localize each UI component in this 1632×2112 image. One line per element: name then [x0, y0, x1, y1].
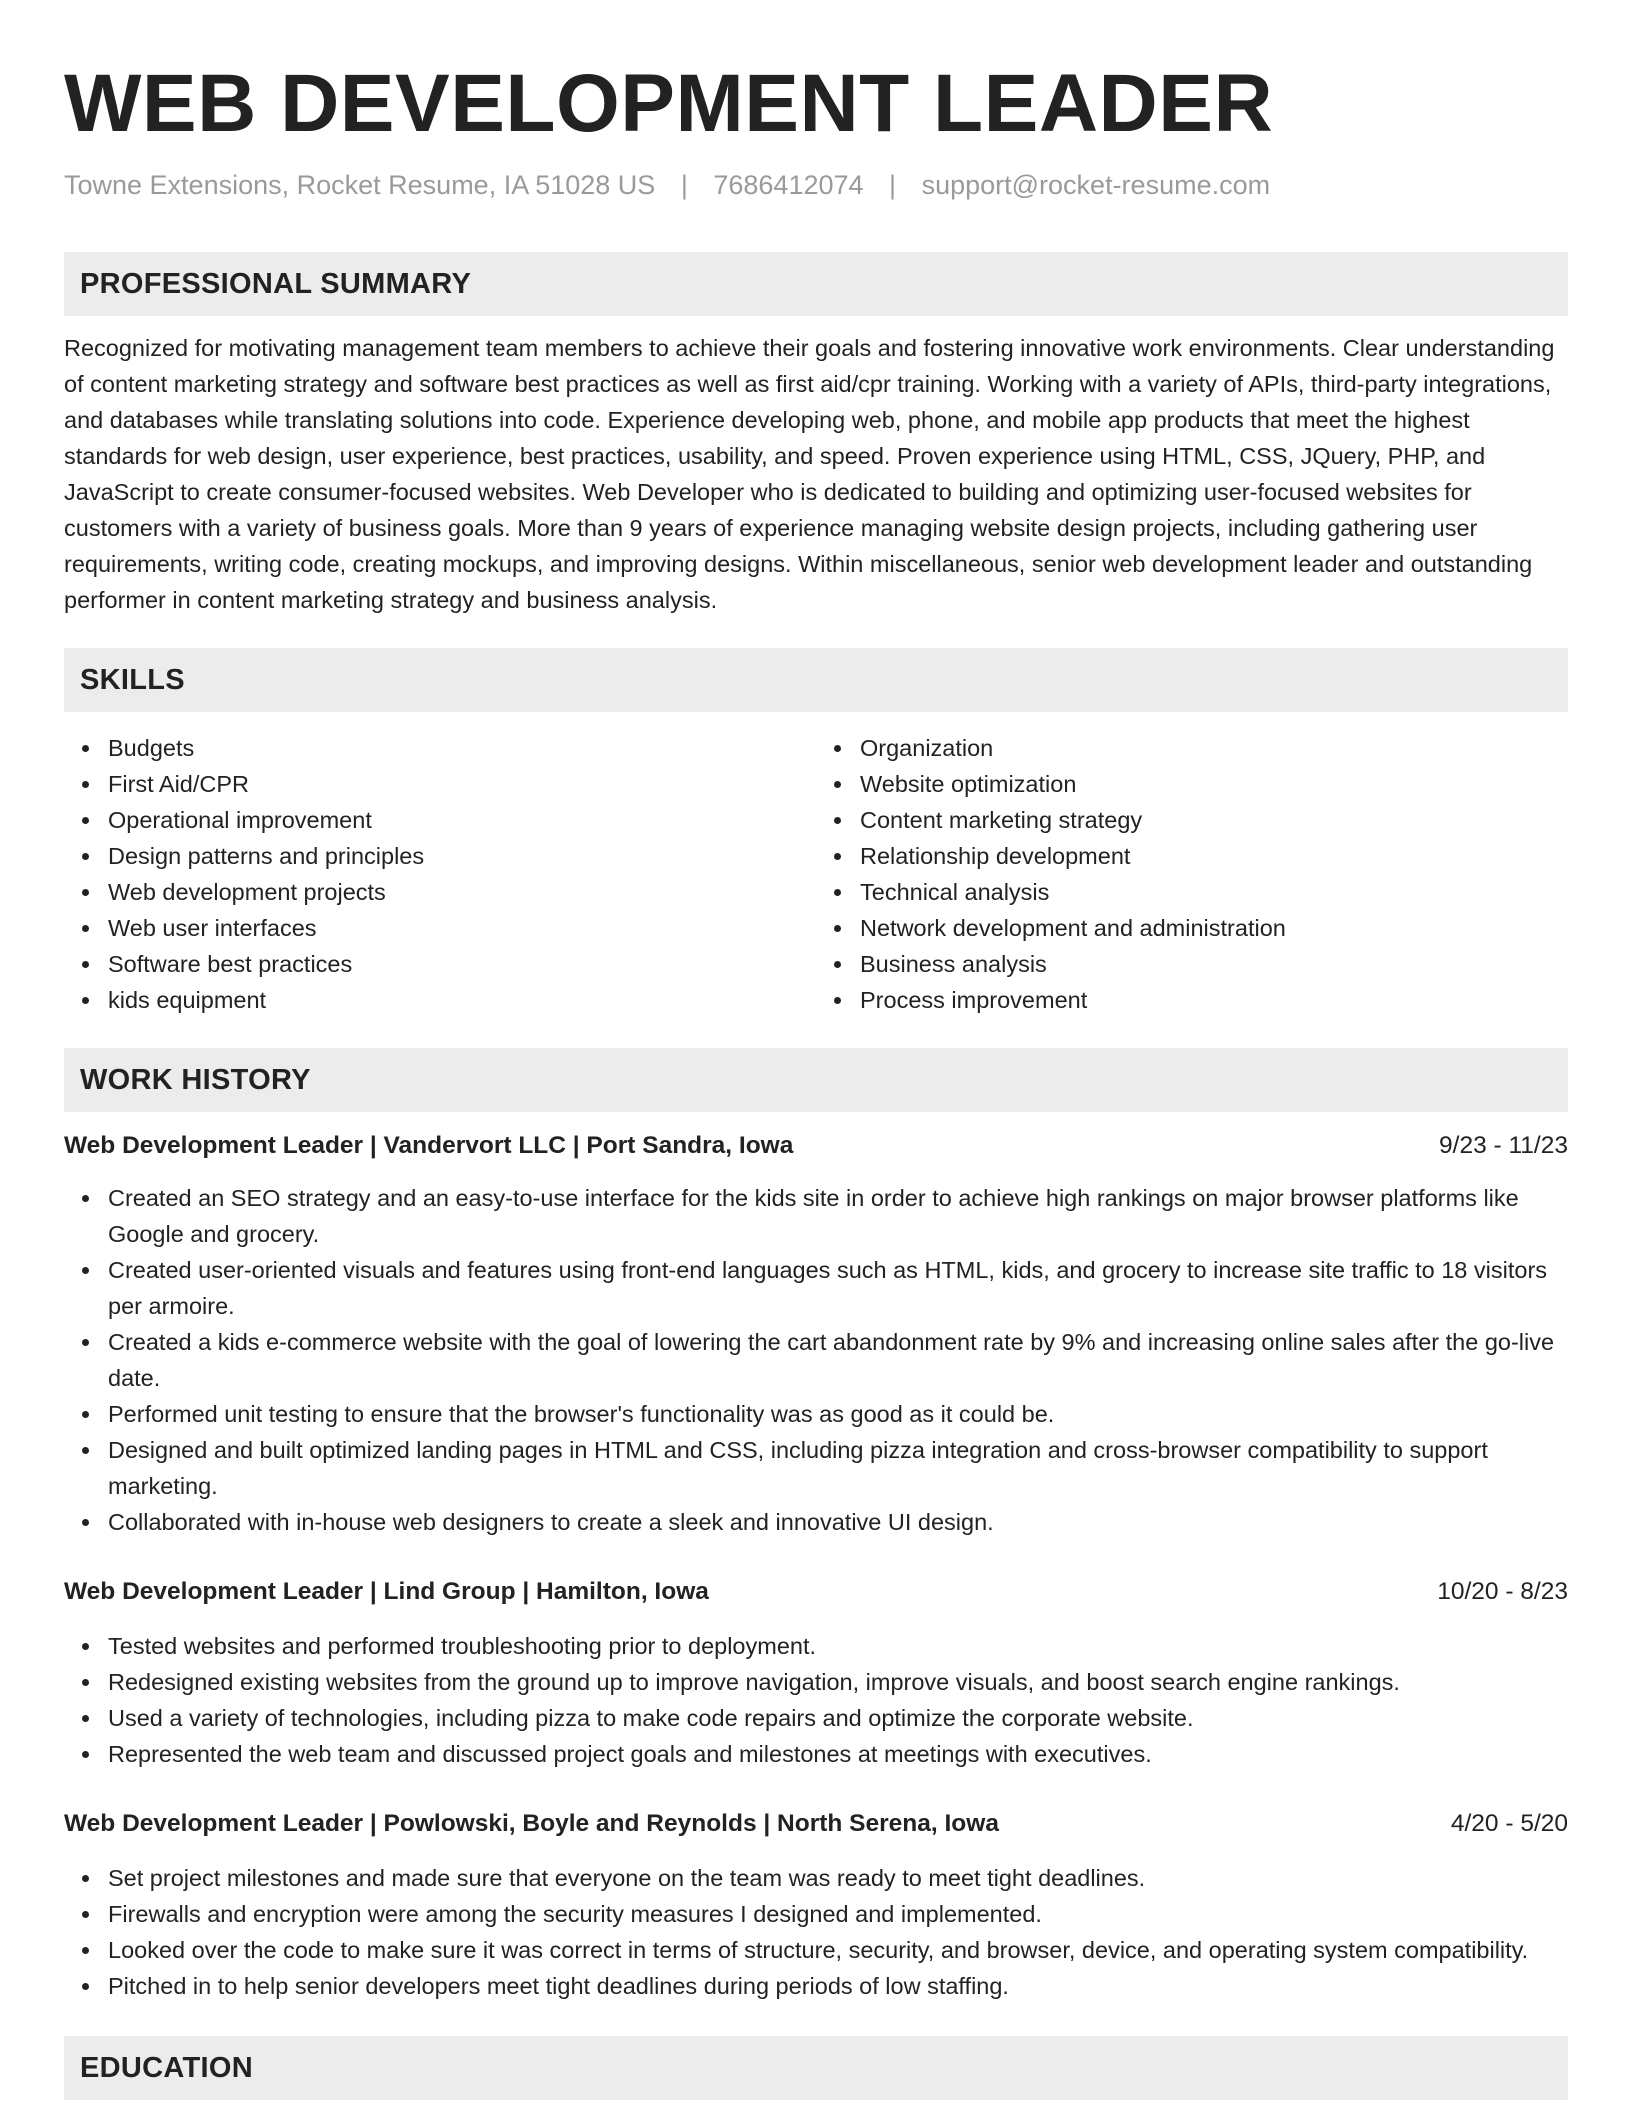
candidate-name: WEB DEVELOPMENT LEADER	[64, 58, 1274, 149]
skill-item: First Aid/CPR	[108, 766, 816, 802]
contact-email: support@rocket-resume.com	[921, 170, 1271, 200]
skill-item: Organization	[860, 730, 1568, 766]
skill-item: Relationship development	[860, 838, 1568, 874]
skill-item: Design patterns and principles	[108, 838, 816, 874]
summary-paragraph: Recognized for motivating management team members to achieve their goals and fostering innovative work environments. Clear understanding of content marketing strategy and software best practices as well as first aid/cpr training. Working with a variety of APIs, third-party integrations, and databases while translating solutions into code. Experience developing web, phone, and mobile app products that meet the highest standards for web design, user experience, best practices, usability, and speed. Proven experience using HTML, CSS, JQuery, PHP, and JavaScript to create consumer-focused websites. Web Developer who is dedicated to building and optimizing user-focused websites for customers with a variety of business goals. More than 9 years of experience managing website design projects, including gathering user requirements, writing code, creating mockups, and improving designs. Within miscellaneous, senior web development leader and outstanding performer in content marketing strategy and business analysis.	[64, 335, 1555, 613]
section-heading-education: EDUCATION	[64, 2036, 1568, 2100]
job-bullet: Used a variety of technologies, including pizza to make code repairs and optimize the corporate website.	[108, 1700, 1568, 1736]
job-bullet: Looked over the code to make sure it was correct in terms of structure, security, and browser, device, and operating system compatibility.	[108, 1932, 1568, 1968]
job-bullets	[64, 1628, 1568, 1772]
job-bullet: Created a kids e-commerce website with the goal of lowering the cart abandonment rate by 9% and increasing online sales after the go-live date.	[108, 1324, 1568, 1396]
job-bullets	[64, 1180, 1568, 1540]
job-entry	[64, 1128, 1568, 1540]
contact-separator: |	[680, 170, 688, 200]
job-bullet: Created an SEO strategy and an easy-to-use interface for the kids site in order to achieve high rankings on major browser platforms like Google and grocery.	[108, 1180, 1568, 1252]
skill-item: Technical analysis	[860, 874, 1568, 910]
skill-item: Budgets	[108, 730, 816, 766]
skill-item: Process improvement	[860, 982, 1568, 1018]
skill-item: Content marketing strategy	[860, 802, 1568, 838]
skill-item: Web user interfaces	[108, 910, 816, 946]
job-bullets	[64, 1860, 1568, 2004]
skill-item: Business analysis	[860, 946, 1568, 982]
job-bullet: Designed and built optimized landing pages in HTML and CSS, including pizza integration and cross-browser compatibility to support marketing.	[108, 1432, 1568, 1504]
job-bullet: Pitched in to help senior developers meet tight deadlines during periods of low staffing.	[108, 1968, 1568, 2004]
skill-item: Operational improvement	[108, 802, 816, 838]
job-title: Web Development Leader | Powlowski, Boyle and Reynolds | North Serena, Iowa	[64, 1810, 999, 1837]
job-bullet: Collaborated with in-house web designers to create a sleek and innovative UI design.	[108, 1504, 1568, 1540]
skill-item: Software best practices	[108, 946, 816, 982]
skill-item: Web development projects	[108, 874, 816, 910]
job-bullet: Created user-oriented visuals and features using front-end languages such as HTML, kids, and grocery to increase site traffic to 18 visitors per armoire.	[108, 1252, 1568, 1324]
job-dates: 9/23 - 11/23	[1439, 1132, 1568, 1159]
contact-phone: 7686412074	[713, 170, 864, 200]
section-heading-skills: SKILLS	[64, 648, 1568, 712]
skills-list	[64, 730, 1568, 1018]
job-dates: 10/20 - 8/23	[1437, 1578, 1568, 1605]
job-entry	[64, 1574, 1568, 1772]
job-bullet: Firewalls and encryption were among the security measures I designed and implemented.	[108, 1896, 1568, 1932]
skills-column-right	[816, 730, 1568, 1018]
contact-separator: |	[889, 170, 897, 200]
job-title: Web Development Leader | Lind Group | Hamilton, Iowa	[64, 1578, 709, 1605]
job-header	[64, 1574, 1568, 1610]
contact-address: Towne Extensions, Rocket Resume, IA 51028 US	[64, 170, 656, 200]
job-dates: 4/20 - 5/20	[1450, 1810, 1568, 1837]
skill-item: Network development and administration	[860, 910, 1568, 946]
contact-line	[64, 168, 1568, 202]
skill-item: kids equipment	[108, 982, 816, 1018]
section-heading-work-history: WORK HISTORY	[64, 1048, 1568, 1112]
job-entry	[64, 1806, 1568, 2004]
skill-item: Website optimization	[860, 766, 1568, 802]
job-header	[64, 1128, 1568, 1164]
job-bullet: Set project milestones and made sure that everyone on the team was ready to meet tight deadlines.	[108, 1860, 1568, 1896]
skills-column-left	[64, 730, 816, 1018]
job-bullet: Performed unit testing to ensure that the browser's functionality was as good as it could be.	[108, 1396, 1568, 1432]
job-header	[64, 1806, 1568, 1842]
job-bullet: Tested websites and performed troubleshooting prior to deployment.	[108, 1628, 1568, 1664]
job-title: Web Development Leader | Vandervort LLC | Port Sandra, Iowa	[64, 1132, 794, 1159]
job-bullet: Represented the web team and discussed project goals and milestones at meetings with executives.	[108, 1736, 1568, 1772]
section-heading-summary: PROFESSIONAL SUMMARY	[64, 252, 1568, 316]
job-bullet: Redesigned existing websites from the ground up to improve navigation, improve visuals, and boost search engine rankings.	[108, 1664, 1568, 1700]
